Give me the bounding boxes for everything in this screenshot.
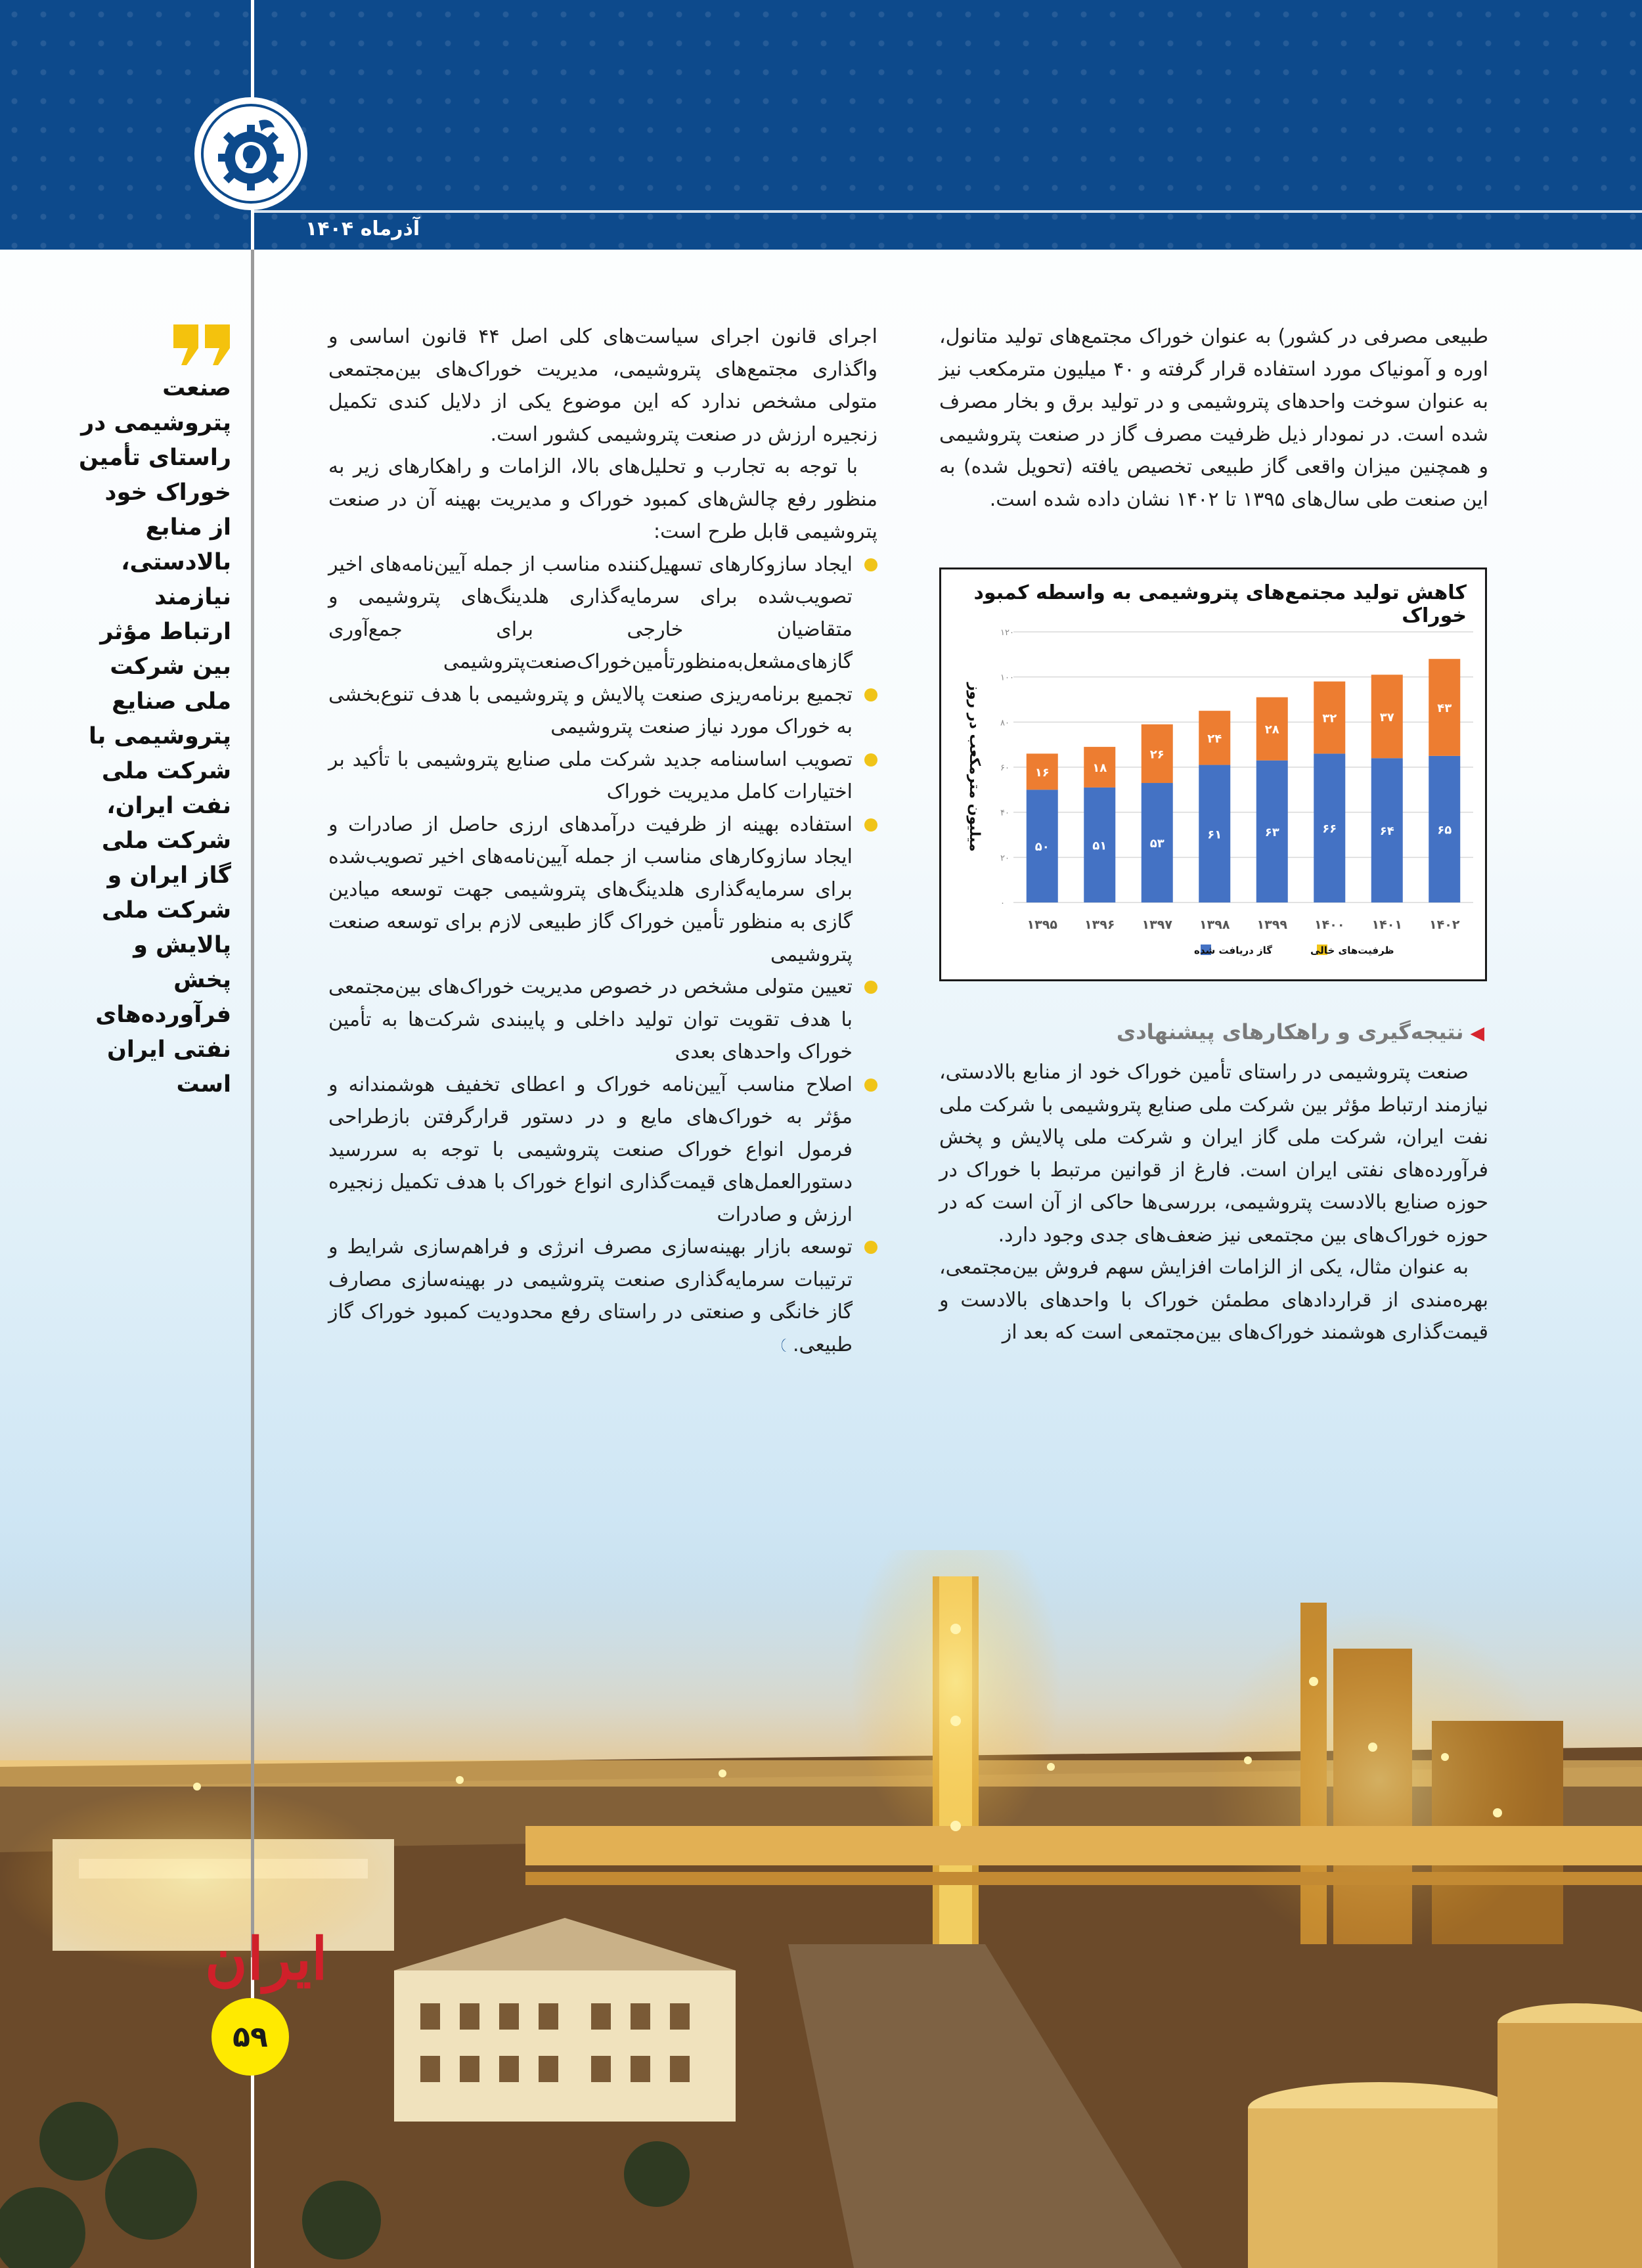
data-label: ۳۷ <box>1379 710 1394 724</box>
bullet-icon <box>864 818 877 832</box>
end-mark-icon <box>777 1338 788 1352</box>
legend-label: گاز دریافت شده <box>1194 945 1273 956</box>
conclusion-paragraph-1: صنعت پتروشیمی در راستای تأمین خوراک خود از منابع بالادستی، نیازمند ارتباط مؤثر بین شرکت ملی صنایع پتروشیمی با شرکت ملی نفت ایران، شرکت ملی گاز ایران و شرکت ملی پالایش و پخش فرآورده‌های نفتی ایران است. فارغ از قوانین مرتبط با خوراک در حوزه صنایع بالادست پتروشیمی، بررسی‌ها حاکی از آن است که در حوزه خوراک‌های بین مجتمعی نیز ضعف‌های جدی وجود دارد. <box>939 1061 1488 1247</box>
magazine-brand: ایران <box>205 1924 328 1993</box>
data-label: ۱۶ <box>1034 765 1050 780</box>
y-tick-label: ۶۰ <box>1000 763 1010 773</box>
x-tick-label: ۱۳۹۷ <box>1142 918 1172 932</box>
chart-frame <box>939 567 1487 981</box>
bullet-icon <box>864 981 877 994</box>
data-label: ۶۶ <box>1322 822 1337 836</box>
bullet-icon <box>864 558 877 571</box>
list-item: توسعه بازار بهینه‌سازی مصرف انرژی و فراهم‌سازی شرایط و ترتیبات سرمایه‌گذاری صنعت پتروشیمی در بهینه‌سازی مصارف گاز خانگی و صنعتی در راستای رفع محدودیت کمبود خوراک گاز طبیعی. <box>328 1231 877 1361</box>
bullet-icon <box>864 753 877 767</box>
left-intro-2: با توجه به تجارب و تحلیل‌های بالا، الزامات و راهکارهای زیر به منظور رفع چالش‌های کمبود خوراک و مدیریت بهینه آن در صنعت پتروشیمی قابل طرح است: <box>328 455 877 543</box>
gear-head-icon <box>198 101 303 206</box>
x-tick-label: ۱۳۹۸ <box>1199 918 1230 932</box>
data-label: ۶۳ <box>1264 825 1279 839</box>
list-item: تصویب اساسنامه جدید شرکت ملی صنایع پتروشیمی با تأکید بر اختیارات کامل مدیریت خوراک <box>328 744 877 809</box>
page-number: ۵۹ <box>211 1998 289 2076</box>
pull-quote: صنعت پتروشیمی در راستای تأمین خوراک خود از منابع بالادستی، نیازمند ارتباط مؤثر بین شرکت ملی صنایع پتروشیمی با شرکت ملی نفت ایران، شرکت ملی گاز ایران و شرکت ملی پالایش و پخش فرآورده‌های نفتی ایران است <box>79 375 231 1098</box>
right-paragraph: طبیعی مصرفی در کشور) به عنوان خوراک مجتمع‌های تولید متانول، اوره و آمونیاک مورد استفاده قرار گرفته و ۴۰ میلیون مترمکعب نیز به عنوان سوخت واحدهای پتروشیمی و در تولید برق و بخار مصرف شده است. در نمودار ذیل ظرفیت مصرف گاز در صنعت پتروشیمی و همچنین میزان واقعی گاز طبیعی تخصیص یافته (تحویل شده) به این صنعت طی سال‌های ۱۳۹۵ تا ۱۴۰۲ نشان داده شده است. <box>939 325 1488 511</box>
data-label: ۶۴ <box>1379 824 1394 839</box>
list-item: استفاده بهینه از ظرفیت درآمدهای ارزی حاصل از صادرات و ایجاد سازوکارهای مناسب از جمله آیین‌نامه‌های اخیر تصویب‌شده برای سرمایه‌گذاری هلدینگ‌های پتروشیمی جهت توسعه میادین گازی به منظور تأمین خوراک گاز طبیعی لازم برای توسعه صنعت پتروشیمی <box>328 809 877 971</box>
publication-logo <box>194 97 307 210</box>
x-tick-label: ۱۳۹۶ <box>1084 918 1115 932</box>
legend-label: ظرفیت‌های خالی <box>1310 945 1394 956</box>
recommendation-list <box>328 548 877 1362</box>
conclusion-paragraph-2: به عنوان مثال، یکی از الزامات افزایش سهم فروش بین‌مجتمعی، بهره‌مندی از قراردادهای مطمئن خوراک با واحدهای بالادست و قیمت‌گذاری هوشمند خوراک‌های بین‌مجتمعی است که بعد از <box>939 1256 1488 1344</box>
refinery-photo <box>0 1550 1642 2268</box>
list-item: اصلاح مناسب آیین‌نامه خوراک و اعطای تخفیف هوشمندانه و مؤثر به خوراک‌های مایع و در دستور قرارگرفتن بازطراحی فرمول انواع خوراک صنعت پتروشیمی با توجه به سررسید دستورالعمل‌های قیمت‌گذاری انواع خوراک با هدف تکمیل زنجیره ارزش و صادرات <box>328 1069 877 1232</box>
data-label: ۲۶ <box>1149 747 1165 762</box>
left-intro-1: اجرای قانون اجرای سیاست‌های کلی اصل ۴۴ قانون اساسی و واگذاری مجتمع‌های پتروشیمی، مدیریت خوراک‌های بین‌مجتمعی متولی مشخص ندارد که این موضوع یکی از دلایل کندی تکمیل زنجیره ارزش در صنعت پتروشیمی کشور است. <box>328 325 877 446</box>
issue-date: آذرماه ۱۴۰۴ <box>305 217 420 240</box>
quote-icon <box>171 322 234 368</box>
y-tick-label: ۲۰ <box>1000 853 1010 864</box>
data-label: ۶۱ <box>1207 828 1222 842</box>
data-label: ۲۸ <box>1264 723 1279 737</box>
left-column-text <box>328 321 877 1361</box>
data-label: ۵۰ <box>1034 840 1050 855</box>
section-arrow-icon: ◀ <box>1470 1022 1484 1044</box>
data-label: ۵۱ <box>1092 839 1107 853</box>
y-tick-label: ۱۲۰ <box>1000 628 1014 638</box>
data-label: ۳۲ <box>1322 711 1337 726</box>
x-tick-label: ۱۴۰۱ <box>1371 918 1402 932</box>
stacked-bar-chart <box>941 569 1485 979</box>
section-heading <box>939 1019 1484 1044</box>
data-label: ۶۵ <box>1437 823 1452 837</box>
chart-title: کاهش تولید مجتمع‌های پتروشیمی به واسطه کمبود خوراک <box>973 581 1467 627</box>
x-tick-label: ۱۳۹۹ <box>1256 918 1287 932</box>
x-tick-label: ۱۳۹۵ <box>1027 918 1057 932</box>
data-label: ۱۸ <box>1092 761 1107 775</box>
bullet-icon <box>864 1078 877 1092</box>
section-heading-text: نتیجه‌گیری و راهکارهای پیشنهادی <box>1116 1019 1464 1044</box>
list-item: ایجاد سازوکارهای تسهیل‌کننده مناسب از جمله آیین‌نامه‌های اخیر تصویب‌شده برای سرمایه‌گذاری هلدینگ‌های پتروشیمی و متقاضیان خارجی برای جمع‌آوری گازهای‌مشعل‌به‌منظورتأمین‌خوراک‌صنعت‌پتروشیمی <box>328 548 877 678</box>
y-tick-label: ۰ <box>1000 899 1005 908</box>
y-tick-label: ۸۰ <box>1000 718 1010 728</box>
vertical-rule-inner <box>251 250 254 1957</box>
y-tick-label: ۱۰۰ <box>1000 673 1014 683</box>
list-item: تجمیع برنامه‌ریزی صنعت پالایش و پتروشیمی با هدف تنوع‌بخشی به خوراک مورد نیاز صنعت پتروشیمی <box>328 678 877 744</box>
list-item: تعیین متولی مشخص در خصوص مدیریت خوراک‌های بین‌مجتمعی با هدف تقویت توان تولید داخلی و پایبندی شرکت‌ها به تأمین خوراک واحدهای بعدی <box>328 971 877 1069</box>
x-tick-label: ۱۴۰۲ <box>1429 918 1460 932</box>
bullet-icon <box>864 688 877 701</box>
right-column-text <box>939 321 1488 516</box>
x-tick-label: ۱۴۰۰ <box>1314 918 1345 932</box>
data-label: ۵۳ <box>1149 837 1165 851</box>
data-label: ۴۳ <box>1437 701 1452 716</box>
conclusion-text <box>939 1056 1488 1349</box>
y-tick-label: ۴۰ <box>1000 808 1010 818</box>
bullet-icon <box>864 1241 877 1254</box>
y-axis-label: میلیون مترمکعب در روز <box>966 682 983 852</box>
data-label: ۲۴ <box>1207 732 1222 746</box>
